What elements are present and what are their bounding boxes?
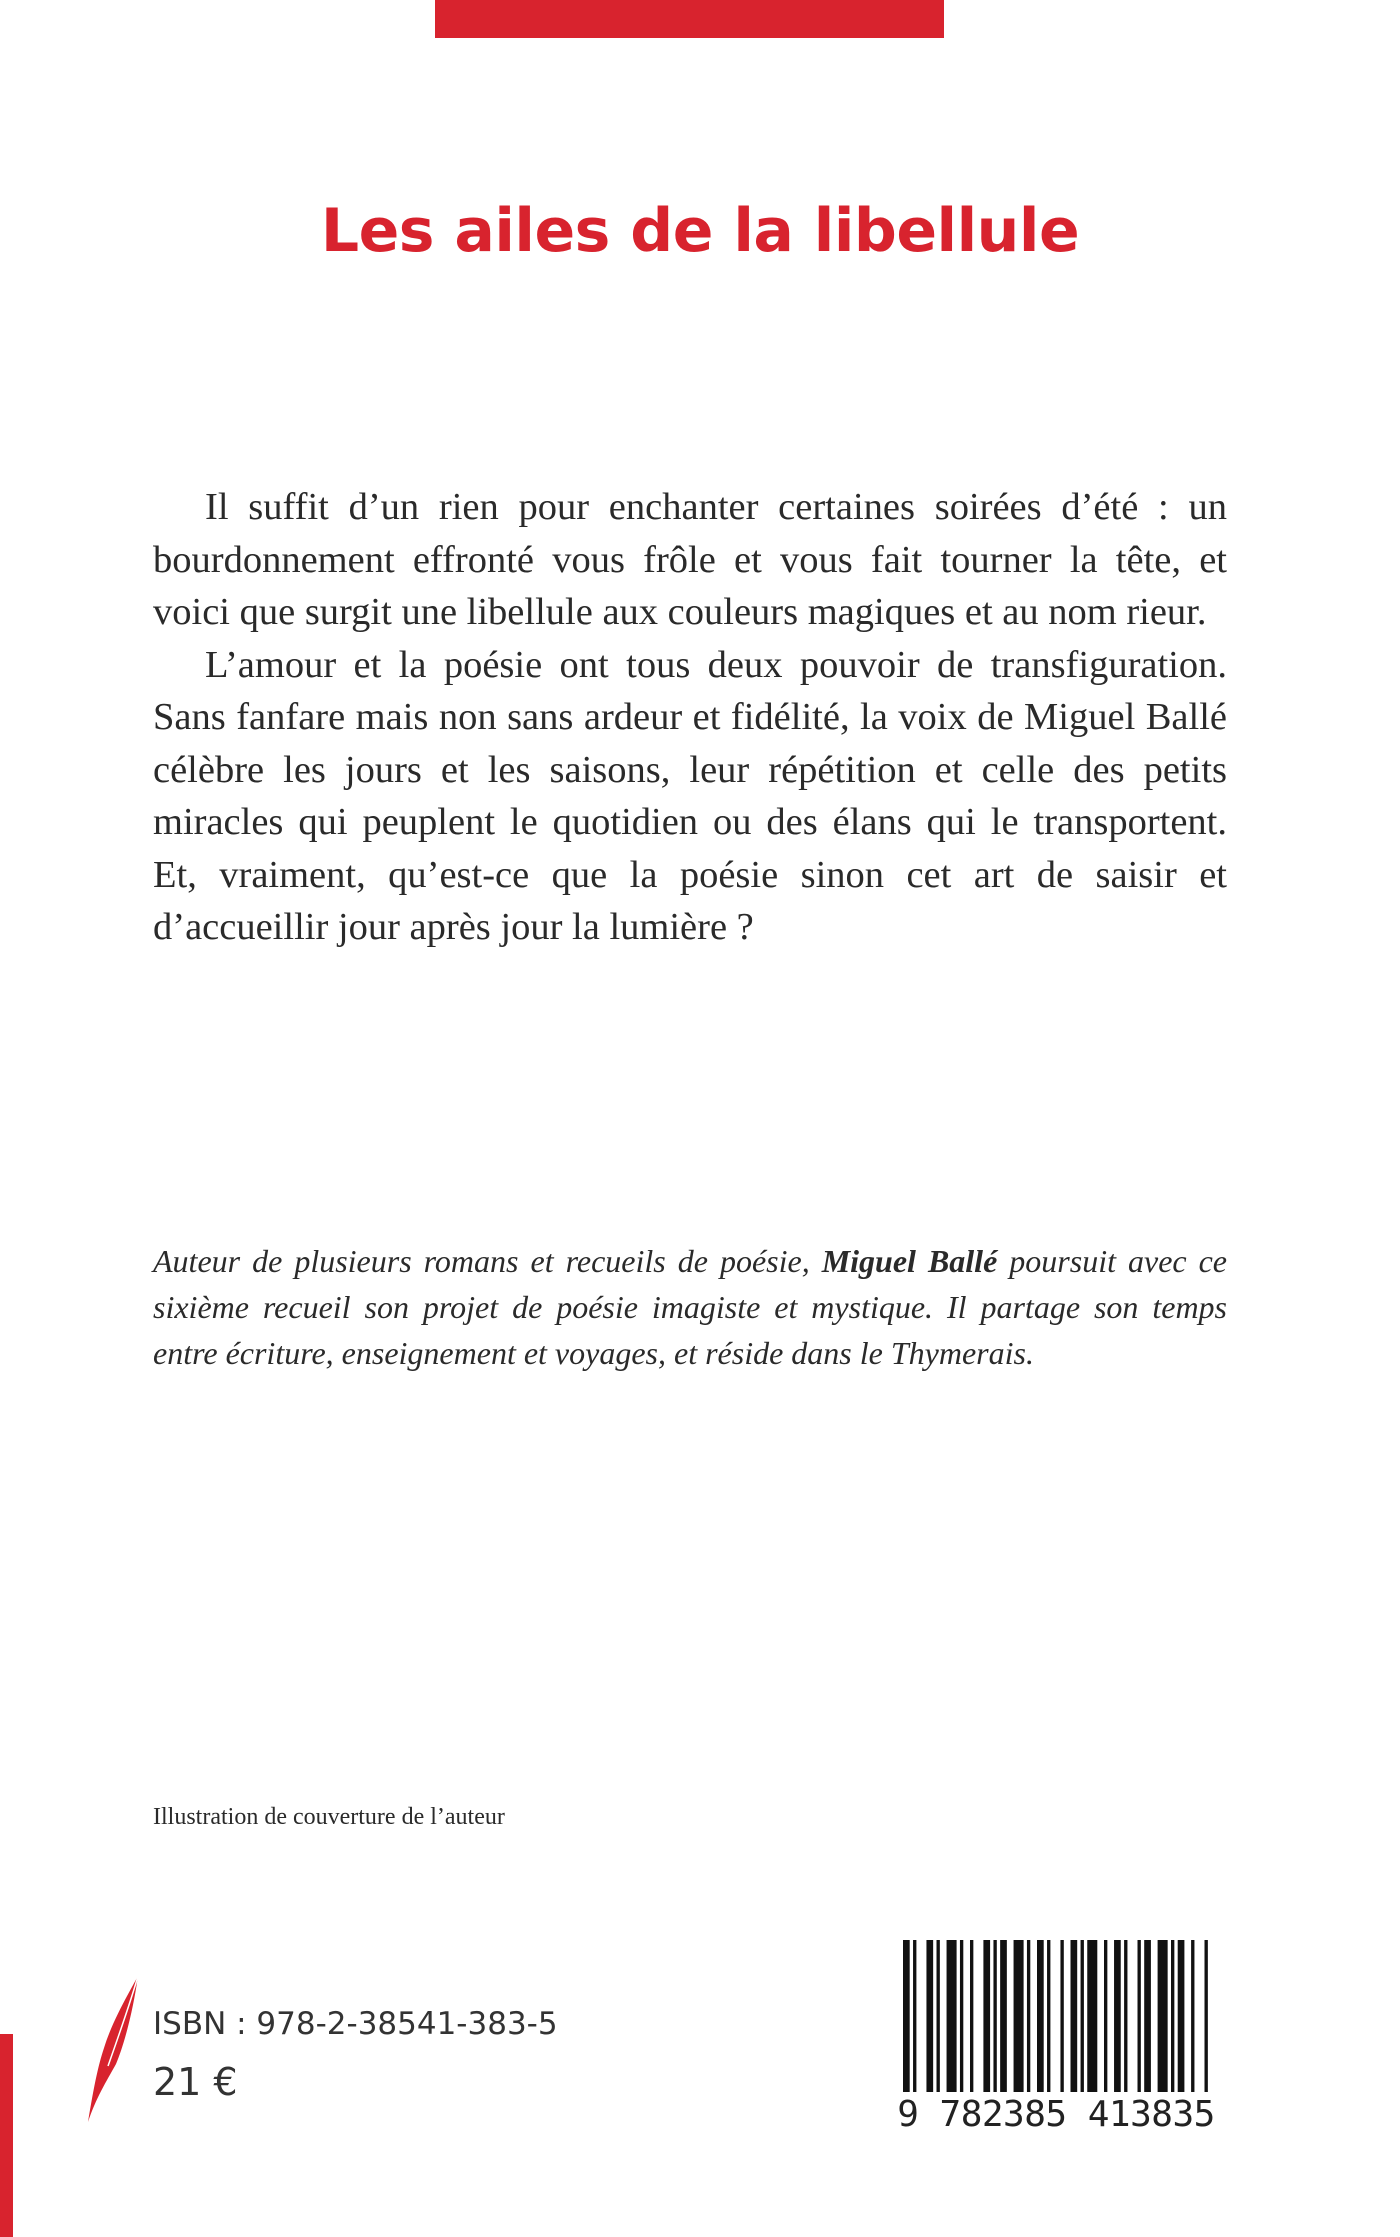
- bio-text: Auteur de plusieurs romans et recueils de poésie,: [153, 1243, 822, 1279]
- red-quill-icon: [86, 1974, 142, 2124]
- top-accent-bar: [435, 0, 944, 38]
- left-accent-bar: [0, 2034, 13, 2237]
- barcode-bars: [897, 1940, 1215, 2092]
- barcode-digits: 9 782385 413835: [897, 2094, 1215, 2135]
- isbn: ISBN : 978-2-38541-383-5: [153, 2006, 558, 2042]
- price: 21 €: [153, 2060, 238, 2104]
- illustration-credit: Illustration de couverture de l’auteur: [153, 1804, 505, 1830]
- author-bio: [153, 1238, 1227, 1376]
- book-title: Les ailes de la libellule: [320, 196, 1080, 266]
- blurb-paragraph: L’amour et la poésie ont tous deux pouvoir de transfiguration. Sans fanfare mais non sans ardeur et fidélité, la voix de Miguel Ballé célèbre les jours et les saisons, leur répétition et celle des petits miracles qui peuplent le quotidien ou des élans qui le transportent. Et, vraiment, qu’est-ce que la poésie sinon cet art de saisir et d’accueillir jour après jour la lumière ?: [153, 643, 1227, 948]
- book-blurb: [153, 481, 1227, 954]
- blurb-paragraph: Il suffit d’un rien pour enchanter certaines soirées d’été : un bourdonnement effronté vous frôle et vous fait tourner la tête, et voici que surgit une libellule aux couleurs magiques et au nom rieur.: [153, 486, 1227, 633]
- author-name: Miguel Ballé: [821, 1243, 998, 1279]
- bio-text: poursuit avec ce sixième recueil son projet de poésie imagiste et mystique. Il partage son temps entre écriture, enseignement et voyages, et réside dans le Thymerais.: [153, 1243, 1228, 1371]
- barcode: [897, 1940, 1215, 2140]
